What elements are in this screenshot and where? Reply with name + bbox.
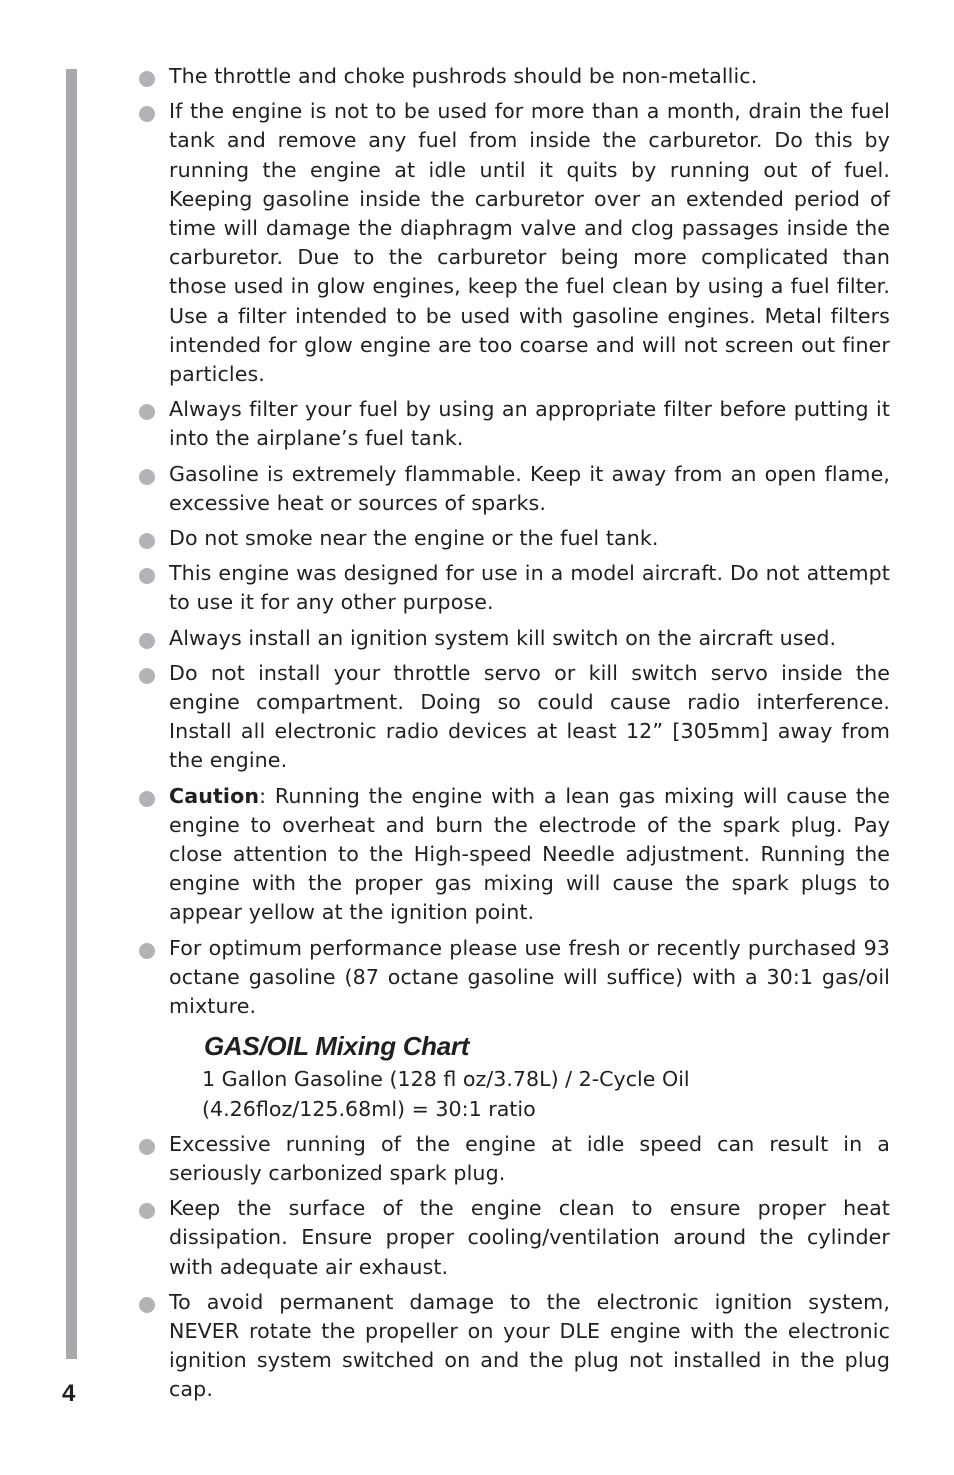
bullet-icon — [139, 1203, 155, 1219]
mixing-chart-line: (4.26floz/125.68ml) = 30:1 ratio — [202, 1096, 536, 1121]
bullet-icon — [139, 791, 155, 807]
list-item — [138, 934, 890, 1022]
list-item-text: Do not install your throttle servo or kill switch servo inside the engine compartment. Doing so could cause radio interference. Install all electronic radio devices at least 12” [305mm] away from the engine. — [169, 660, 890, 773]
list-item — [138, 1288, 890, 1405]
bullet-icon — [139, 1297, 155, 1313]
list-item-text: To avoid permanent damage to the electronic ignition system, NEVER rotate the propeller on your DLE engine with the electronic ignition system switched on and the plug not installed in the plug cap. — [169, 1289, 890, 1402]
bullet-icon — [139, 1139, 155, 1155]
list-item — [138, 97, 890, 389]
list-item-text: Do not smoke near the engine or the fuel tank. — [169, 526, 659, 551]
bullet-icon — [139, 533, 155, 549]
mixing-chart-line: 1 Gallon Gasoline (128 fl oz/3.78L) / 2-Cycle Oil — [202, 1067, 690, 1092]
bullet-icon — [139, 668, 155, 684]
list-item-text: Gasoline is extremely flammable. Keep it away from an open flame, excessive heat or sources of sparks. — [169, 461, 890, 515]
list-item — [138, 460, 890, 518]
list-item-text: This engine was designed for use in a model aircraft. Do not attempt to use it for any other purpose. — [169, 561, 890, 615]
bullet-icon — [139, 633, 155, 649]
bullet-icon — [139, 943, 155, 959]
list-item-text: Excessive running of the engine at idle speed can result in a seriously carbonized spark plug. — [169, 1131, 890, 1185]
list-item — [138, 624, 890, 653]
caution-body: : Running the engine with a lean gas mixing will cause the engine to overheat and burn the electrode of the spark plug. Pay close attention to the High-speed Needle adjustment. Running the engine with the proper gas mixing will cause the spark plugs to appear yellow at the ignition point. — [169, 783, 890, 925]
list-item-text: Always filter your fuel by using an appropriate filter before putting it into the airplane’s fuel tank. — [169, 397, 890, 451]
list-item-text: Keep the surface of the engine clean to ensure proper heat dissipation. Ensure proper cooling/ventilation around the cylinder with adequate air exhaust. — [169, 1196, 890, 1279]
list-item — [138, 62, 890, 91]
list-item — [138, 559, 890, 617]
caution-text — [169, 782, 890, 928]
caution-item — [138, 782, 890, 928]
list-item-text: For optimum performance please use fresh or recently purchased 93 octane gasoline (87 octane gasoline will suffice) with a 30:1 gas/oil mixture. — [169, 935, 890, 1019]
list-item — [138, 524, 890, 553]
list-item-text: Always install an ignition system kill switch on the aircraft used. — [169, 625, 837, 650]
caution-label: Caution — [169, 783, 260, 808]
bullet-icon — [139, 469, 155, 485]
list-item-text: The throttle and choke pushrods should be non-metallic. — [169, 64, 758, 88]
bullet-icon — [139, 106, 155, 122]
bullet-icon — [139, 568, 155, 584]
list-item — [138, 1130, 890, 1188]
list-item-text: If the engine is not to be used for more than a month, drain the fuel tank and remove any fuel from inside the carburetor. Do this by running the engine at idle until it quits by running out of fuel. Keeping gasoline inside the carburetor over an extended period of time will damage the diaphragm valve and clog passages inside the carburetor. Due to the carburetor being more complicated than those used in glow engines, keep the fuel clean by using a fuel filter. Use a filter intended to be used with gasoline engines. Metal filters intended for glow engine are too coarse and will not screen out finer particles. — [169, 99, 890, 387]
margin-bar — [66, 69, 77, 1359]
page-number: 4 — [62, 1380, 76, 1407]
mixing-chart-title: GAS/OIL Mixing Chart — [204, 1031, 470, 1062]
bullet-icon — [139, 404, 155, 420]
list-item — [138, 1194, 890, 1282]
bullet-icon — [139, 71, 155, 87]
list-item — [138, 659, 890, 776]
mixing-chart-text — [202, 1065, 762, 1123]
page-content — [138, 62, 890, 1411]
list-item — [138, 395, 890, 453]
